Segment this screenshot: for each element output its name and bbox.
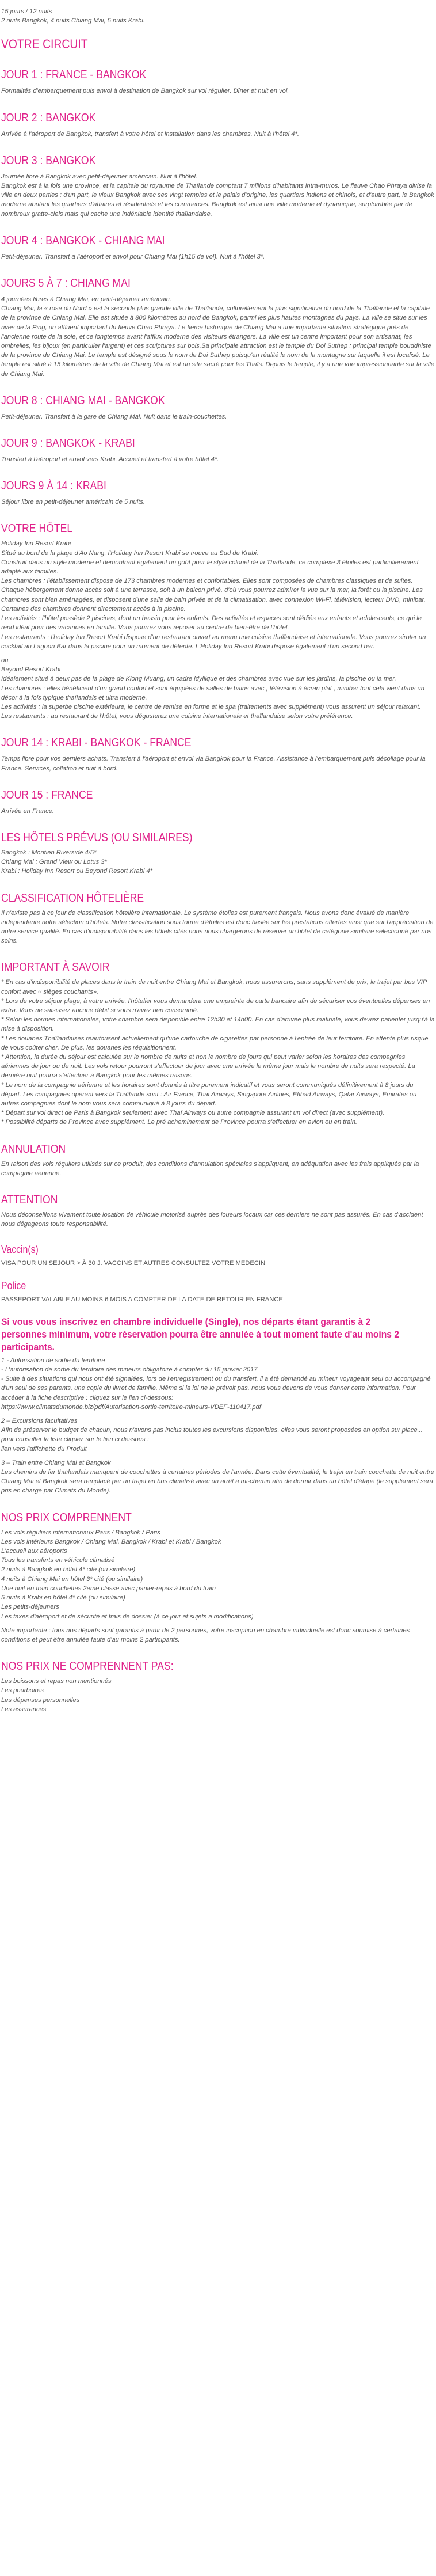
- important-text: * Les douanes Thaïlandaises réautorisent actuellement qu'une cartouche de cigarettes par personne à l'entrée de leur territoire. En attente plus risque de vous coûter cher. De plus, les douanes les réquisitionnent.: [1, 1035, 429, 1051]
- section-heading-prix-pas: NOS PRIX NE COMPRENNENT PAS:: [1, 1660, 174, 1673]
- hotel-text: Situé au bord de la plage d'Ao Nang, l'Holiday Inn Resort Krabi se trouve au Sud de Krabi.: [1, 549, 259, 557]
- day-text: Formalités d'embarquement puis envol à destination de Bangkok sur vol régulier. Dîner et nuit en vol.: [1, 88, 289, 95]
- section-heading-circuit: VOTRE CIRCUIT: [1, 37, 88, 52]
- hotel-text: Les chambres : l'établissement dispose de 173 chambres modernes et confortables. Elles sont composées de chambres classiques et de suites. Chaque hébergement donne accès soit à une terrasse, soit à un balcon privé, d'où vous pourrez admirer la vue sur la mer, la forêt ou la piscine. Les chambres sont bien aménagées, et disposent d'une salle de bain privée et de la climatisation, avec connexion Wi-Fi, télévision, lecteur DVD, minibar. Certaines des chambres donnent directement accès à la piscine.: [1, 577, 426, 613]
- included-line: Les vols intérieurs Bangkok / Chiang Mai, Bangkok / Krabi et Krabi / Bangkok: [1, 1538, 221, 1545]
- hotel-text: Les activités : l'hôtel possède 2 piscines, dont un bassin pour les enfants. Des activités et espaces sont dédiés aux enfants et adolescents, ce qui le rend idéal pour des vacances en famille. Vous pourrez vous reposer au centre de bien-être de l'hôtel.: [1, 615, 422, 632]
- section-heading-hotel: VOTRE HÔTEL: [1, 522, 73, 535]
- info-text: Afin de préserver le budget de chacun, nous n'avons pas inclus toutes les excursions disponibles, elles vous seront proposées en option sur place... pour consulter la liste cliquez sur le lien ci dessous :: [1, 1427, 423, 1443]
- day-title: JOURS 9 À 14 : KRABI: [1, 480, 106, 493]
- included-line: Les vols réguliers internationaux Paris / Bangkok / Paris: [1, 1529, 160, 1536]
- day-title: JOUR 3 : BANGKOK: [1, 154, 96, 167]
- day-title: JOUR 4 : BANGKOK - CHIANG MAI: [1, 234, 165, 247]
- day-text: Transfert à l'aéroport et envol vers Krabi. Accueil et transfert à votre hôtel 4*.: [1, 456, 219, 463]
- day-text: Séjour libre en petit-déjeuner américain de 5 nuits.: [1, 499, 145, 506]
- included-line: Les petits-déjeuners: [1, 1604, 59, 1611]
- hotel-text: Idéalement situé à deux pas de la plage de Klong Muang, un cadre idyllique et des chambres avec vue sur les jardins, la piscine ou la mer.: [1, 675, 396, 683]
- attention-text: Nous déconseillons vivement toute location de véhicule motorisé auprès des loueurs locaux car ces derniers ne sont pas assurés. En cas d'accident nous dégageons toute responsabilité.: [1, 1211, 423, 1228]
- section-heading-police: Police: [1, 1279, 26, 1291]
- day-title: JOUR 2 : BANGKOK: [1, 111, 96, 124]
- trip-duration: 15 jours / 12 nuits: [1, 8, 52, 15]
- included-line: Une nuit en train couchettes 2ème classe avec panier-repas à bord du train: [1, 1585, 216, 1592]
- excluded-line: Les pourboires: [1, 1687, 44, 1694]
- vaccins-text: VISA POUR UN SEJOUR > À 30 J. VACCINS ET AUTRES CONSULTEZ VOTRE MEDECIN: [1, 1260, 266, 1267]
- section-heading-prix-comprennent: NOS PRIX COMPRENNENT: [1, 1511, 132, 1524]
- single-room-warning: Si vous vous inscrivez en chambre individuelle (Single), nos départs étant garantis à 2 personnes minimum, votre réservation pourra être annulée à tout moment faute d'au moins 2 participants.: [1, 1316, 400, 1352]
- hotel-planned-line: Bangkok : Montien Riverside 4/5*: [1, 849, 97, 856]
- day-text: Arrivée en France.: [1, 807, 55, 815]
- included-line: 2 nuits à Bangkok en hôtel 4* cité (ou similaire): [1, 1566, 136, 1574]
- link[interactable]: lien vers l'affichette du Produit: [1, 1445, 87, 1453]
- day-text: Bangkok est à la fois une province, et la capitale du royaume de Thaïlande comptant 7 millions d'habitants intra-muros. Le fleuve Chao Phraya divise la ville en deux parties : d'un part, le vieux Bangkok avec ses vingt temples et le palais d'origine, les quartiers indiens et chinois, et d'autre part, le Bangkok moderne abritant les quartiers d'affaires et résidentiels et les commerces. Bangkok est ainsi une ville moderne et dynamique, surplombée par de nombreux gratte-ciels mais qui cache une indéniable identité thaïlandaise.: [1, 183, 434, 218]
- hotel-text: Les activités : la superbe piscine extérieure, le centre de remise en forme et le spa (traitements avec supplément) vous assurent un séjour relaxant.: [1, 703, 421, 711]
- included-line: Note importante : tous nos départs sont garantis à partir de 2 personnes, votre inscription en chambre individuelle est donc soumise à certaines conditions et peut être annulée faute d'au moins 2 participants.: [1, 1627, 410, 1643]
- info-text: Les chemins de fer thaïlandais manquent de couchettes à certaines périodes de l'année. Dans cette éventualité, le trajet en train couchette de nuit entre Chiang Mai et Bangkok sera remplacé par un trajet en bus climatisé avec un arrêt à mi-chemin afin de dormir dans un hôtel d'étape (le supplément sera pris en charge par Climats du Monde).: [1, 1469, 434, 1495]
- info-text: 3 – Train entre Chiang Mai et Bangkok: [1, 1459, 111, 1466]
- day-text: Temps libre pour vos derniers achats. Transfert à l'aéroport et envol via Bangkok pour la France. Assistance à l'embarquement puis décollage pour la France. Services, collation et nuit à bord.: [1, 755, 426, 772]
- important-text: * Le nom de la compagnie aérienne et les horaires sont donnés à titre purement indicatif et vous seront communiqués définitivement à 8 jours du départ. Les compagnies opérant vers la Thaïlande sont : Air France, Thai Airways, Singapore Airlines, Etihad Airways, Qatar Airways, Emirates ou autres compagnies dont le nom vous sera communiqué à 8 jours du départ.: [1, 1081, 417, 1107]
- police-text: PASSEPORT VALABLE AU MOINS 6 MOIS A COMPTER DE LA DATE DE RETOUR EN FRANCE: [1, 1295, 283, 1303]
- annulation-text: En raison des vols réguliers utilisés sur ce produit, des conditions d'annulation spéciales s'appliquent, en adéquation avec les frais appliqués par la compagnie aérienne.: [1, 1160, 419, 1177]
- day-title: JOURS 5 À 7 : CHIANG MAI: [1, 277, 131, 290]
- section-heading-important: IMPORTANT À SAVOIR: [1, 961, 110, 974]
- day-text: Petit-déjeuner. Transfert à l'aéroport et envol pour Chiang Mai (1h15 de vol). Nuit à l'hôtel 3*.: [1, 253, 265, 260]
- day-text: Arrivée à l'aéroport de Bangkok, transfert à votre hôtel et installation dans les chambres. Nuit à l'hôtel 4*.: [1, 130, 299, 138]
- day-text: 4 journées libres à Chiang Mai, en petit-déjeuner américain.: [1, 296, 172, 303]
- hotel-text: ou: [1, 656, 9, 664]
- hotel-text: Holiday Inn Resort Krabi: [1, 540, 71, 548]
- trip-nights: 2 nuits Bangkok, 4 nuits Chiang Mai, 5 nuits Krabi.: [1, 17, 145, 25]
- section-heading-classification: CLASSIFICATION HÔTELIÈRE: [1, 891, 144, 905]
- section-heading-attention: ATTENTION: [1, 1194, 58, 1207]
- hotel-text: Les chambres : elles bénéficient d'un grand confort et sont équipées de salles de bains avec , télévision à écran plat , minibar tout cela vient dans un décor à la fois typique thaïlandais et ultra moderne.: [1, 685, 424, 701]
- important-text: * Attention, la durée du séjour est calculée sur le nombre de nuits et non le nombre de jours qui peut varier selon les horaires des compagnies aériennes de jour ou de nuit. Les vols retour pourront s'effectuer de jour avec une arrivée le même jour mais le nombre de nuits sera respecté. La dernière nuit pourra s'effectuer à Bangkok pour les mêmes raisons.: [1, 1053, 415, 1080]
- day-title: JOUR 9 : BANGKOK - KRABI: [1, 437, 135, 450]
- hotel-planned-line: Krabi : Holiday Inn Resort ou Beyond Resort Krabi 4*: [1, 868, 153, 875]
- day-title: JOUR 1 : FRANCE - BANGKOK: [1, 69, 147, 82]
- included-line: Les taxes d'aéroport et de sécurité et frais de dossier (à ce jour et sujets à modifications): [1, 1613, 254, 1620]
- day-title: JOUR 15 : FRANCE: [1, 788, 93, 801]
- day-title: JOUR 8 : CHIANG MAI - BANGKOK: [1, 394, 165, 407]
- info-text: - Suite à des situations qui nous ont été signalées, lors de l'enregistrement ou du transfert, il a été demandé au mineur voyageant seul ou accompagné d'un seul de ses parents, une copie du livret de famille. Même si la loi ne le prévoit pas, nous vous devons de vous donner cette information. Pour accéder à la fiche descriptive : cliquez sur le lien ci-dessous:: [1, 1376, 431, 1401]
- link[interactable]: https://www.climatsdumonde.biz/pdf/Autorisation-sortie-territoire-mineurs-VDEF-110417.pdf: [1, 1403, 261, 1411]
- section-heading-hotels-planned: LES HÔTELS PRÉVUS (OU SIMILAIRES): [1, 831, 193, 844]
- info-text: 2 – Excursions facultatives: [1, 1418, 78, 1425]
- day-text: Journée libre à Bangkok avec petit-déjeuner américain. Nuit à l'hôtel.: [1, 173, 198, 180]
- hotel-text: Beyond Resort Krabi: [1, 666, 61, 674]
- included-line: 4 nuits à Chiang Mai en hôtel 3* cité (ou similaire): [1, 1575, 143, 1583]
- classification-text: Il n'existe pas à ce jour de classification hôtelière internationale. Le système étoiles est purement français. Nous avons donc évalué de manière indépendante notre sélection d'hôtels. Notre classification sous forme d'étoiles est donc basée sur les prestations offertes ainsi que sur l'appréciation de notre service qualité. En cas d'indisponibilité dans les hôtels cités nous nous chargerons de réserver un hôtel de catégorie similaire sélectionné par nos soins.: [1, 909, 434, 945]
- day-title: JOUR 14 : KRABI - BANGKOK - FRANCE: [1, 736, 192, 750]
- info-text: - L'autorisation de sortie du territoire des mineurs obligatoire à compter du 15 janvier 2017: [1, 1366, 258, 1374]
- section-heading-vaccins: Vaccin(s): [1, 1244, 39, 1256]
- important-text: * Lors de votre séjour plage, à votre arrivée, l'hôtelier vous demandera une empreinte de carte bancaire afin de sécuriser vos éventuelles dépenses en extra. Vous ne saisissez aucune débit si vous n'avez rien consommé.: [1, 997, 430, 1014]
- section-heading-annulation: ANNULATION: [1, 1142, 66, 1156]
- important-text: * Selon les normes internationales, votre chambre sera disponible entre 12h30 et 14h00. En cas d'arrivée plus matinale, vous devrez patienter jusqu'à la mise à disposition.: [1, 1016, 435, 1033]
- info-text: 1 - Autorisation de sortie du territoire: [1, 1357, 105, 1364]
- important-text: * Départ sur vol direct de Paris à Bangkok seulement avec Thaï Airways ou autre compagnie assurant un vol direct (avec supplément).: [1, 1110, 385, 1117]
- excluded-line: Les boissons et repas non mentionnés: [1, 1678, 112, 1685]
- hotel-text: Les restaurants : l'holiday Inn Resort Krabi dispose d'un restaurant ouvert au menu une cuisine thaïlandaise et internationale. Vous pourrez siroter un cocktail au Lagoon Bar dans la piscine pour un moment de détente. L'Holiday Inn Resort Krabi dispose également d'un second bar.: [1, 633, 426, 650]
- hotel-planned-line: Chiang Mai : Grand View ou Lotus 3*: [1, 858, 107, 866]
- included-line: L'accueil aux aéroports: [1, 1548, 67, 1555]
- hotel-text: Les restaurants : au restaurant de l'hôtel, vous dégusterez une cuisine internationale et thaïlandaise selon votre préférence.: [1, 713, 353, 720]
- excluded-line: Les dépenses personnelles: [1, 1696, 80, 1704]
- important-text: * En cas d'indisponibilité de places dans le train de nuit entre Chiang Mai et Bangkok, nous assurerons, sans supplément de prix, le trajet par bus VIP confort avec « sièges couchants».: [1, 979, 427, 996]
- day-text: Petit-déjeuner. Transfert à la gare de Chiang Mai. Nuit dans le train-couchettes.: [1, 413, 227, 420]
- important-text: * Possibilité départs de Province avec supplément. Le pré acheminement de Province pourra s'effectuer en avion ou en train.: [1, 1119, 358, 1126]
- included-line: Tous les transferts en véhicule climatisé: [1, 1557, 115, 1564]
- included-line: 5 nuits à Krabi en hôtel 4* cité (ou similaire): [1, 1594, 125, 1602]
- excluded-line: Les assurances: [1, 1705, 47, 1713]
- day-text: Chiang Mai, la « rose du Nord » est la seconde plus grande ville de Thaïlande, culturellement la plus significative du nord de la Thaïlande et la capitale de la province de Chiang Mai. Elle est située à 800 kilomètres au nord de Bangkok, parmi les plus hautes montagnes du pays. La ville se situe sur les rives de la Ping, un affluent important du fleuve Chao Phraya. Le fierce historique de Chiang Mai a une importante situation stratégique près de l'ancienne route de la soie, et ce longtemps avant l'afflux moderne des visiteurs étrangers. La ville est un centre important pour son artisanat, les ombrelles, les bijoux (en particulier l'argent) et ces sculptures sur bois.Sa principale attraction est le temple du Doi Suthep : principal temple bouddhiste de la province de Chiang Mai. Le temple est désigné sous le nom de Doi Suthep puisqu'en réalité le nom de la montagne sur laquelle il est localisé. Le temple est situé à 15 kilomètres de la ville de Chiang Mai et est un site sacré pour les Thaïs. Depuis le temple, il y a une vue impressionnante sur la ville de Chiang Mai.: [1, 305, 435, 378]
- hotel-text: Construit dans un style moderne et demontrant également un goût pour le style colonel de la Thaïlande, ce complexe 3 étoiles est particulièrement adapté aux familles.: [1, 558, 419, 576]
